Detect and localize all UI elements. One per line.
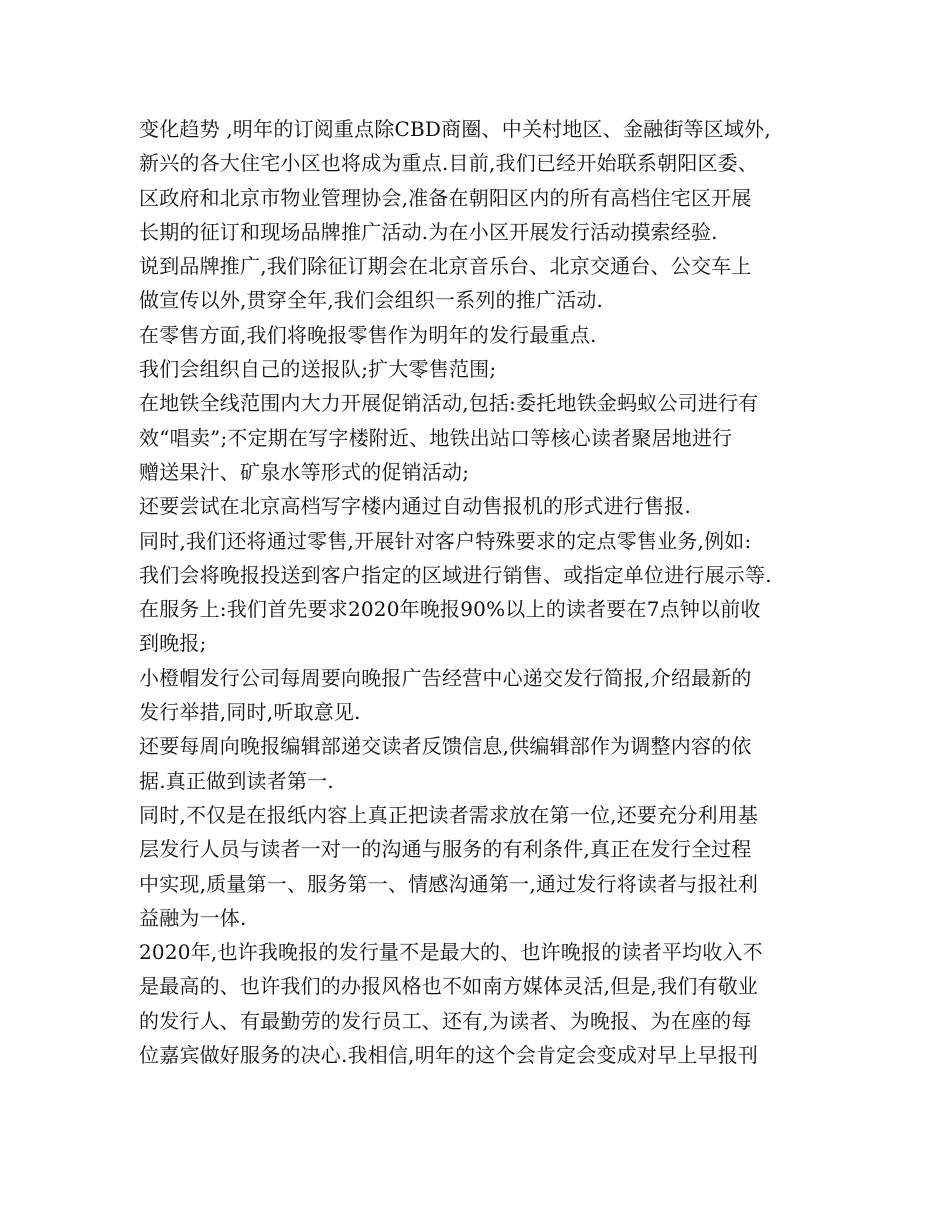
text-line: 说到品牌推广,我们除征订期会在北京音乐台、北京交通台、公交车上: [139, 254, 752, 279]
text-line: 变化趋势 ,明年的订阅重点除CBD商圈、中关村地区、金融街等区域外,: [139, 117, 771, 141]
text-line: 长期的征订和现场品牌推广活动.为在小区开展发行活动摸索经验.: [139, 219, 718, 244]
text-line: 在零售方面,我们将晚报零售作为明年的发行最重点.: [139, 322, 597, 347]
text-line: 到晚报;: [139, 631, 207, 656]
text-line: 还要尝试在北京高档写字楼内通过自动售报机的形式进行售报.: [139, 494, 691, 519]
text-line: 层发行人员与读者一对一的沟通与服务的有利条件,真正在发行全过程: [139, 837, 752, 862]
text-line: 区政府和北京市物业管理协会,准备在朝阳区内的所有高档住宅区开展: [139, 185, 752, 210]
text-line: 在服务上:我们首先要求2020年晚报90%以上的读者要在7点钟以前收: [139, 597, 761, 622]
text-line: 我们会将晚报投送到客户指定的区域进行销售、或指定单位进行展示等.: [139, 562, 772, 587]
text-line: 是最高的、也许我们的办报风格也不如南方媒体灵活,但是,我们有敬业: [139, 974, 759, 999]
text-line: 2020年,也许我晚报的发行量不是最大的、也许晚报的读者平均收入不: [139, 940, 763, 965]
text-line: 据.真正做到读者第一.: [139, 768, 334, 793]
text-line: 发行举措,同时,听取意见.: [139, 700, 361, 725]
text-line: 中实现,质量第一、服务第一、情感沟通第一,通过发行将读者与报社利: [139, 871, 759, 896]
document-body: [139, 112, 819, 1072]
text-line: 小橙帽发行公司每周要向晚报广告经营中心递交发行简报,介绍最新的: [139, 665, 752, 690]
text-line: 位嘉宾做好服务的决心.我相信,明年的这个会肯定会变成对早上早报刊: [139, 1043, 759, 1068]
text-line: 同时,我们还将通过零售,开展针对客户特殊要求的定点零售业务,例如:: [139, 528, 752, 553]
text-line: 做宣传以外,贯穿全年,我们会组织一系列的推广活动.: [139, 288, 604, 313]
text-line: 在地铁全线范围内大力开展促销活动,包括:委托地铁金蚂蚁公司进行有: [139, 391, 759, 416]
text-line: 赠送果汁、矿泉水等形式的促销活动;: [139, 459, 470, 484]
text-line: 益融为一体.: [139, 905, 247, 930]
text-line: 同时,不仅是在报纸内容上真正把读者需求放在第一位,还要充分利用基: [139, 802, 759, 827]
text-line: 我们会组织自己的送报队;扩大零售范围;: [139, 357, 497, 382]
text-line: 新兴的各大住宅小区也将成为重点.目前,我们已经开始联系朝阳区委、: [139, 151, 759, 176]
text-line: 还要每周向晚报编辑部递交读者反馈信息,供编辑部作为调整内容的依: [139, 734, 752, 759]
text-line: 效“唱卖”;不定期在写字楼附近、地铁出站口等核心读者聚居地进行: [139, 425, 733, 450]
text-line: 的发行人、有最勤劳的发行员工、还有,为读者、为晚报、为在座的每: [139, 1008, 752, 1033]
